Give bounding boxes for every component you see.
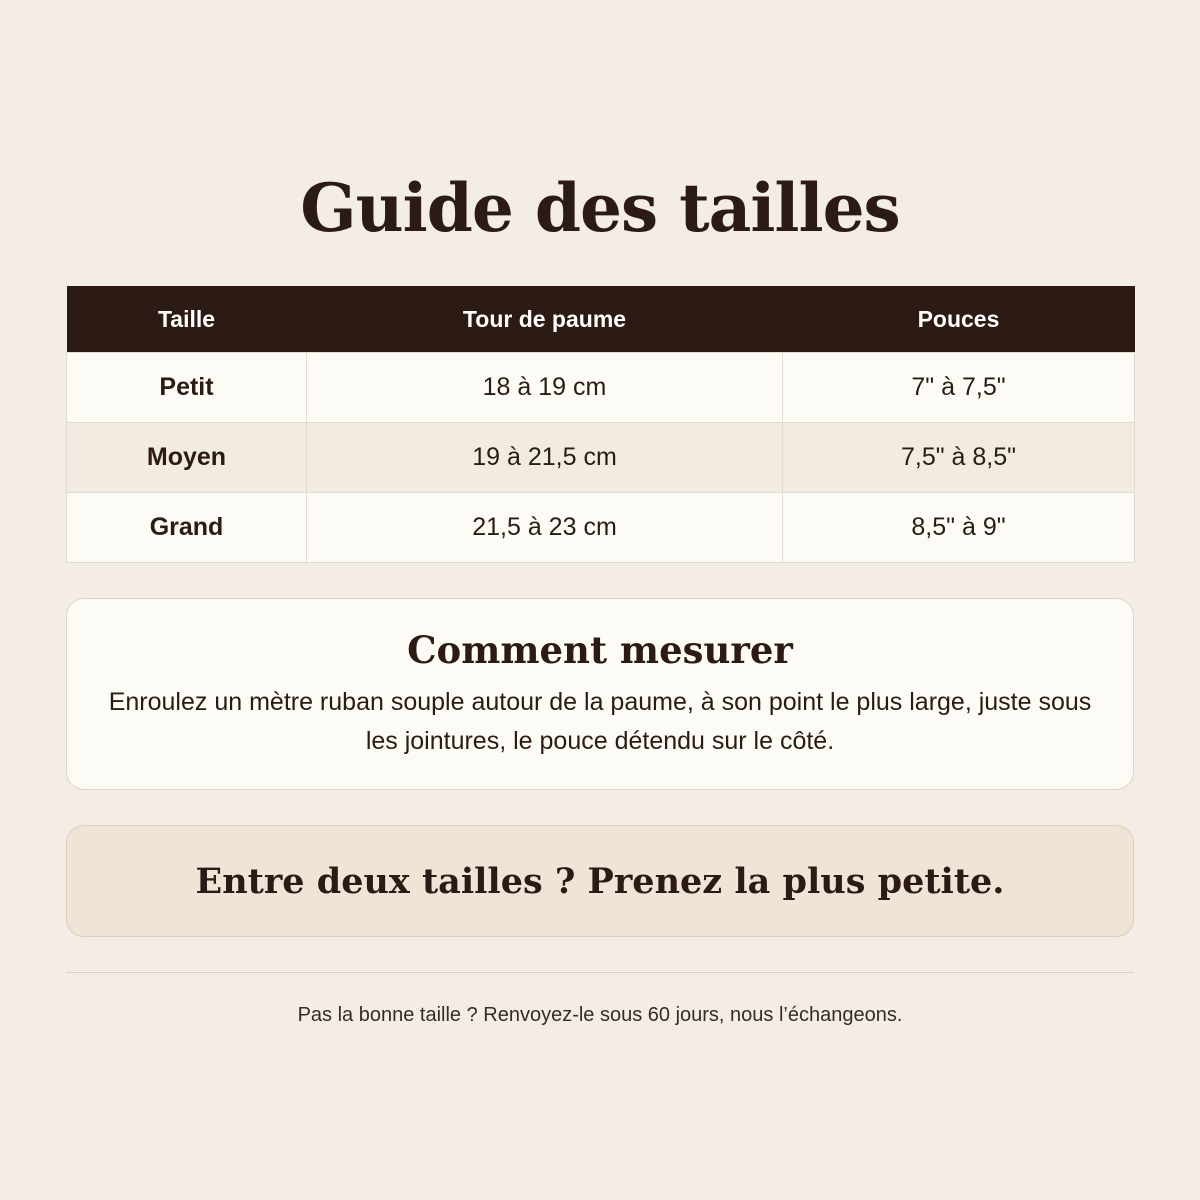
- table-header: [67, 286, 1135, 353]
- palm-cm-cell: 18 à 19 cm: [307, 353, 783, 423]
- inches-cell: 7" à 7,5": [783, 353, 1135, 423]
- size-table: [66, 286, 1135, 563]
- size-cell: Moyen: [67, 423, 307, 493]
- column-header-size: Taille: [67, 286, 307, 353]
- inches-cell: 8,5" à 9": [783, 493, 1135, 563]
- size-cell: Petit: [67, 353, 307, 423]
- size-tip-text: Entre deux tailles ? Prenez la plus petite.: [195, 860, 1005, 902]
- table-row: [67, 353, 1135, 423]
- column-header-palm: Tour de paume: [307, 286, 783, 353]
- size-tip-card: [66, 825, 1134, 937]
- palm-cm-cell: 19 à 21,5 cm: [307, 423, 783, 493]
- column-header-inches: Pouces: [783, 286, 1135, 353]
- table-row: [67, 493, 1135, 563]
- palm-cm-cell: 21,5 à 23 cm: [307, 493, 783, 563]
- size-cell: Grand: [67, 493, 307, 563]
- inches-cell: 7,5" à 8,5": [783, 423, 1135, 493]
- how-to-measure-title: Comment mesurer: [407, 628, 793, 672]
- table-row: [67, 423, 1135, 493]
- return-policy-note: Pas la bonne taille ? Renvoyez-le sous 60 jours, nous l’échangeons.: [297, 1004, 903, 1026]
- divider: [66, 972, 1134, 973]
- page-title: Guide des tailles: [300, 169, 900, 247]
- how-to-measure-text: Enroulez un mètre ruban souple autour de la paume, à son point le plus large, juste sous les jointures, le pouce détendu sur le côté.: [108, 688, 1092, 755]
- how-to-measure-card: [66, 598, 1134, 790]
